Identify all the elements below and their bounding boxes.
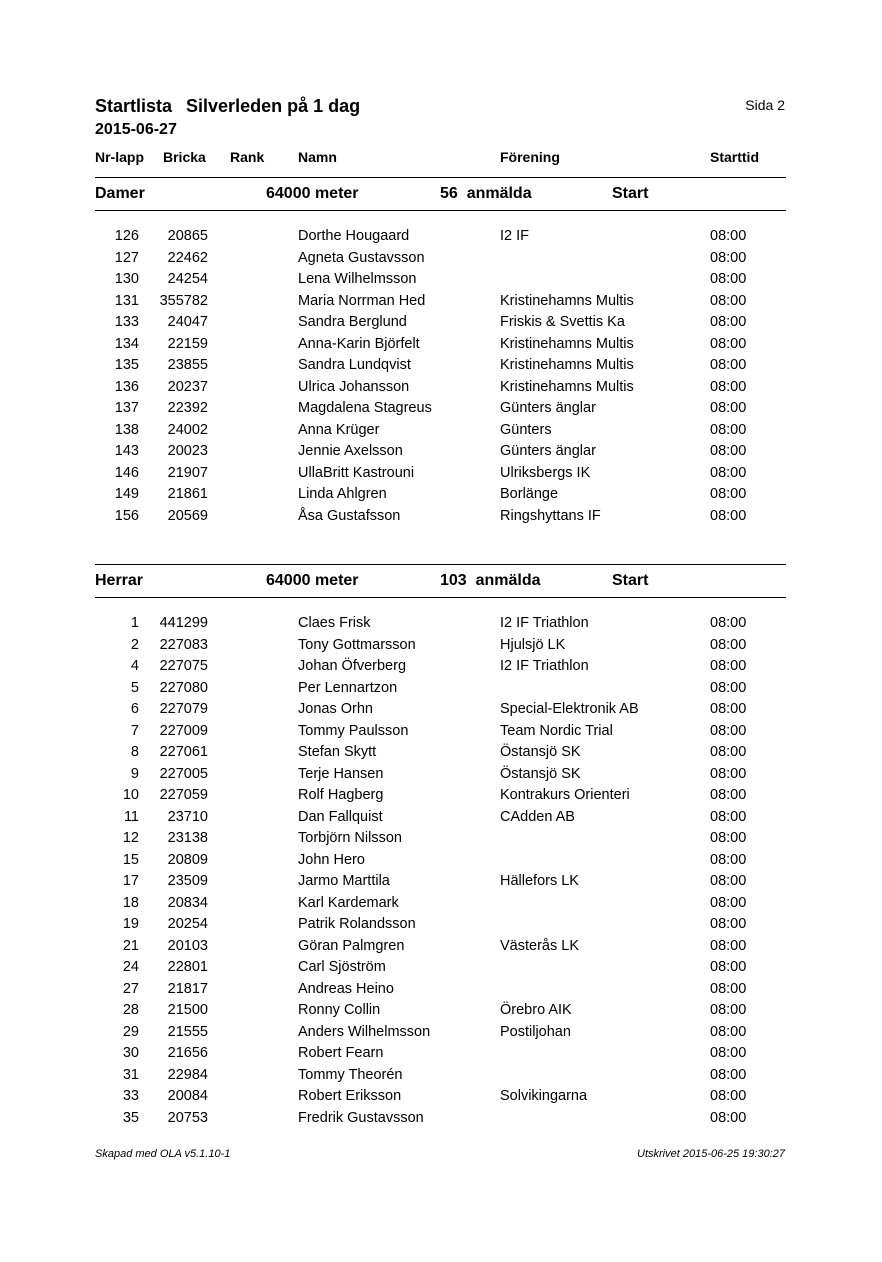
start-number: 133 [114,314,139,330]
table-row [0,916,882,937]
table-row [0,680,882,701]
runner-name: Robert Eriksson [298,1088,402,1104]
start-number: 5 [130,679,139,696]
section-distance: 64000 meter [266,572,359,589]
chip-number: 21817 [167,980,208,997]
chip-number: 227079 [159,701,208,717]
chip-number: 24254 [167,271,208,287]
runner-name: Anna Krüger [298,421,380,438]
start-time: 08:00 [710,1023,747,1040]
chip-number: 20023 [167,443,208,459]
table-row [0,1067,882,1088]
runner-name: Claes Frisk [298,615,371,631]
club-name: Ringshyttans IF [500,507,601,524]
start-time: 08:00 [710,1109,747,1126]
runner-name: Sandra Berglund [298,314,407,330]
start-time: 08:00 [710,808,747,825]
section-count [440,572,541,590]
start-time: 08:00 [710,894,747,911]
start-number: 143 [114,443,139,459]
table-row [0,400,882,421]
start-time: 08:00 [710,486,747,502]
runner-name: Sandra Lundqvist [298,357,411,373]
start-time: 08:00 [710,249,747,266]
club-name: CAdden AB [500,808,575,825]
chip-number: 20103 [167,937,208,954]
start-time: 08:00 [710,314,747,330]
start-number: 1 [130,615,139,631]
table-row [0,357,882,378]
chip-number: 441299 [159,615,208,631]
table-row [0,422,882,443]
runner-name: Fredrik Gustavsson [298,1109,424,1126]
section-distance: 64000 meter [266,185,359,202]
table-row [0,637,882,658]
start-time: 08:00 [710,507,747,524]
start-number: 136 [114,378,139,395]
chip-number: 227009 [159,722,208,739]
club-name: Östansjö SK [500,765,581,782]
start-time: 08:00 [710,335,747,352]
start-number: 27 [122,980,139,997]
chip-number: 21907 [167,464,208,481]
start-time: 08:00 [710,701,747,717]
runner-name: Magdalena Stagreus [298,400,432,416]
runner-name: Agneta Gustavsson [298,249,425,266]
start-time: 08:00 [710,873,747,889]
club-name: Solvikingarna [500,1088,588,1104]
start-number: 8 [130,744,139,760]
section-start-label: Start [612,185,649,202]
club-name: Kristinehamns Multis [500,378,634,395]
table-row [0,1002,882,1023]
chip-number: 227080 [159,679,208,696]
start-number: 19 [122,916,139,932]
chip-number: 23509 [167,873,208,889]
start-number: 135 [114,357,139,373]
table-row [0,508,882,529]
table-row [0,336,882,357]
start-time: 08:00 [710,400,747,416]
runner-name: Dan Fallquist [298,808,383,825]
col-header-namn: Namn [298,149,337,165]
club-name: Günters [500,421,552,438]
start-number: 6 [130,701,139,717]
start-number: 131 [114,292,139,309]
start-time: 08:00 [710,615,747,631]
section-start-label: Start [612,572,649,589]
runner-name: Linda Ahlgren [298,486,387,502]
start-number: 149 [114,486,139,502]
start-number: 134 [114,335,139,352]
table-row [0,443,882,464]
start-number: 29 [122,1023,139,1040]
club-name: Günters änglar [500,443,596,459]
chip-number: 24047 [167,314,208,330]
chip-number: 20237 [167,378,208,395]
start-number: 31 [122,1066,139,1083]
start-number: 30 [122,1045,139,1061]
col-header-forening: Förening [500,149,560,165]
runner-name: Torbjörn Nilsson [298,830,402,846]
start-time: 08:00 [710,443,747,459]
title-startlista: Startlista [95,96,173,116]
chip-number: 227059 [159,787,208,803]
section-rule-top [95,564,786,565]
runner-name: Maria Norrman Hed [298,292,426,309]
start-number: 15 [122,851,139,868]
runner-name: John Hero [298,851,365,868]
chip-number: 355782 [159,292,208,309]
table-row [0,766,882,787]
club-name: Borlänge [500,486,559,502]
start-time: 08:00 [710,830,747,846]
col-header-nr: Nr-lapp [95,149,144,165]
chip-number: 23138 [167,830,208,846]
table-row [0,1088,882,1109]
col-header-rank: Rank [230,149,265,165]
club-name: Hällefors LK [500,873,579,889]
start-number: 7 [130,722,139,739]
start-time: 08:00 [710,378,747,395]
club-name: Günters änglar [500,400,596,416]
start-number: 10 [122,787,139,803]
table-row [0,873,882,894]
section-class-name: Damer [95,185,145,202]
page-number: Sida 2 [745,97,785,113]
table-row [0,701,882,722]
club-name: Postiljohan [500,1023,571,1040]
runner-name: UllaBritt Kastrouni [298,464,415,481]
start-number: 12 [122,830,139,846]
chip-number: 21861 [167,486,208,502]
start-time: 08:00 [710,658,747,674]
start-time: 08:00 [710,228,747,244]
start-time: 08:00 [710,937,747,954]
runner-name: Jonas Orhn [298,701,373,717]
club-name: Kristinehamns Multis [500,357,634,373]
page-title [95,96,360,117]
start-time: 08:00 [710,765,747,782]
runner-name: Johan Öfverberg [298,658,407,674]
club-name: Ulriksbergs IK [500,464,591,481]
chip-number: 227075 [159,658,208,674]
club-name: Team Nordic Trial [500,722,613,739]
club-name: Friskis & Svettis Ka [500,314,625,330]
runner-name: Tommy Paulsson [298,722,409,739]
table-row [0,723,882,744]
table-row [0,1110,882,1131]
chip-number: 21656 [167,1045,208,1061]
start-time: 08:00 [710,722,747,739]
section-rule-bottom [95,597,786,598]
runner-name: Ronny Collin [298,1002,381,1018]
runner-name: Andreas Heino [298,980,394,997]
start-number: 127 [114,249,139,266]
table-row [0,615,882,636]
table-row [0,314,882,335]
chip-number: 21500 [167,1002,208,1018]
table-row [0,1045,882,1066]
chip-number: 20084 [167,1088,208,1104]
runner-name: Tony Gottmarsson [298,636,416,653]
chip-number: 22392 [167,400,208,416]
table-row [0,379,882,400]
table-row [0,744,882,765]
runner-name: Karl Kardemark [298,894,399,911]
runner-name: Per Lennartzon [298,679,398,696]
start-time: 08:00 [710,744,747,760]
col-header-bricka: Bricka [163,149,206,165]
start-time: 08:00 [710,679,747,696]
club-name: Special-Elektronik AB [500,701,639,717]
table-row [0,809,882,830]
chip-number: 227083 [159,636,208,653]
start-time: 08:00 [710,1066,747,1083]
runner-name: Robert Fearn [298,1045,384,1061]
runner-name: Ulrica Johansson [298,378,410,395]
runner-name: Stefan Skytt [298,744,377,760]
start-time: 08:00 [710,357,747,373]
club-name: Örebro AIK [500,1002,572,1018]
start-time: 08:00 [710,916,747,932]
start-number: 138 [114,421,139,438]
start-number: 4 [130,658,139,674]
club-name: I2 IF [500,228,530,244]
chip-number: 23710 [167,808,208,825]
start-time: 08:00 [710,1088,747,1104]
chip-number: 21555 [167,1023,208,1040]
table-row [0,852,882,873]
start-time: 08:00 [710,464,747,481]
runner-name: Rolf Hagberg [298,787,384,803]
table-row [0,293,882,314]
runner-name: Terje Hansen [298,765,384,782]
chip-number: 22462 [167,249,208,266]
start-time: 08:00 [710,421,747,438]
footer-printed-at: Utskrivet 2015-06-25 19:30:27 [637,1148,785,1160]
start-number: 130 [114,271,139,287]
club-name: Hjulsjö LK [500,636,566,653]
start-number: 35 [122,1109,139,1126]
start-time: 08:00 [710,851,747,868]
table-row [0,271,882,292]
section-count-label: anmälda [475,572,541,589]
chip-number: 24002 [167,421,208,438]
runner-name: Tommy Theorén [298,1066,403,1083]
runner-name: Lena Wilhelmsson [298,271,417,287]
club-name: Kristinehamns Multis [500,292,634,309]
section-count-label: anmälda [466,185,532,202]
start-number: 28 [122,1002,139,1018]
col-header-starttid: Starttid [710,149,759,165]
section-rule-top [95,177,786,178]
start-time: 08:00 [710,1045,747,1061]
table-row [0,787,882,808]
start-number: 33 [122,1088,139,1104]
chip-number: 22159 [167,335,208,352]
start-number: 146 [114,464,139,481]
table-row [0,895,882,916]
chip-number: 227005 [159,765,208,782]
start-number: 18 [122,894,139,911]
chip-number: 20254 [167,916,208,932]
title-event: Silverleden på 1 dag [186,96,361,116]
start-time: 08:00 [710,292,747,309]
start-time: 08:00 [710,1002,747,1018]
section-count-value: 56 [440,185,458,202]
club-name: Östansjö SK [500,744,581,760]
runner-name: Jennie Axelsson [298,443,403,459]
start-number: 156 [114,507,139,524]
runner-name: Carl Sjöström [298,959,386,975]
runner-name: Åsa Gustafsson [298,507,401,524]
table-row [0,981,882,1002]
club-name: Kontrakurs Orienteri [500,787,630,803]
start-number: 2 [130,636,139,653]
runner-name: Patrik Rolandsson [298,916,416,932]
chip-number: 20569 [167,507,208,524]
club-name: Kristinehamns Multis [500,335,634,352]
chip-number: 227061 [159,744,208,760]
start-number: 24 [122,959,139,975]
table-row [0,228,882,249]
section-count [440,185,532,203]
chip-number: 20834 [167,894,208,911]
chip-number: 22801 [167,959,208,975]
table-row [0,1024,882,1045]
start-number: 21 [122,937,139,954]
runner-name: Dorthe Hougaard [298,228,410,244]
section-count-value: 103 [440,572,467,589]
chip-number: 20865 [167,228,208,244]
start-time: 08:00 [710,980,747,997]
chip-number: 20809 [167,851,208,868]
start-number: 137 [114,400,139,416]
chip-number: 20753 [167,1109,208,1126]
chip-number: 22984 [167,1066,208,1083]
club-name: Västerås LK [500,937,579,954]
runner-name: Anna-Karin Björfelt [298,335,420,352]
start-time: 08:00 [710,787,747,803]
runner-name: Anders Wilhelmsson [298,1023,431,1040]
chip-number: 23855 [167,357,208,373]
section-rule-bottom [95,210,786,211]
runner-name: Jarmo Marttila [298,873,390,889]
runner-name: Göran Palmgren [298,937,405,954]
start-number: 11 [123,808,139,825]
start-number: 9 [130,765,139,782]
table-row [0,658,882,679]
start-time: 08:00 [710,959,747,975]
start-time: 08:00 [710,271,747,287]
table-row [0,250,882,271]
start-time: 08:00 [710,636,747,653]
table-row [0,959,882,980]
section-class-name: Herrar [95,572,144,589]
club-name: I2 IF Triathlon [500,615,589,631]
start-number: 17 [122,873,139,889]
start-number: 126 [114,228,139,244]
table-row [0,830,882,851]
table-row [0,486,882,507]
club-name: I2 IF Triathlon [500,658,589,674]
footer-created-with: Skapad med OLA v5.1.10-1 [95,1148,231,1160]
table-row [0,465,882,486]
event-date: 2015-06-27 [95,121,177,138]
table-row [0,938,882,959]
